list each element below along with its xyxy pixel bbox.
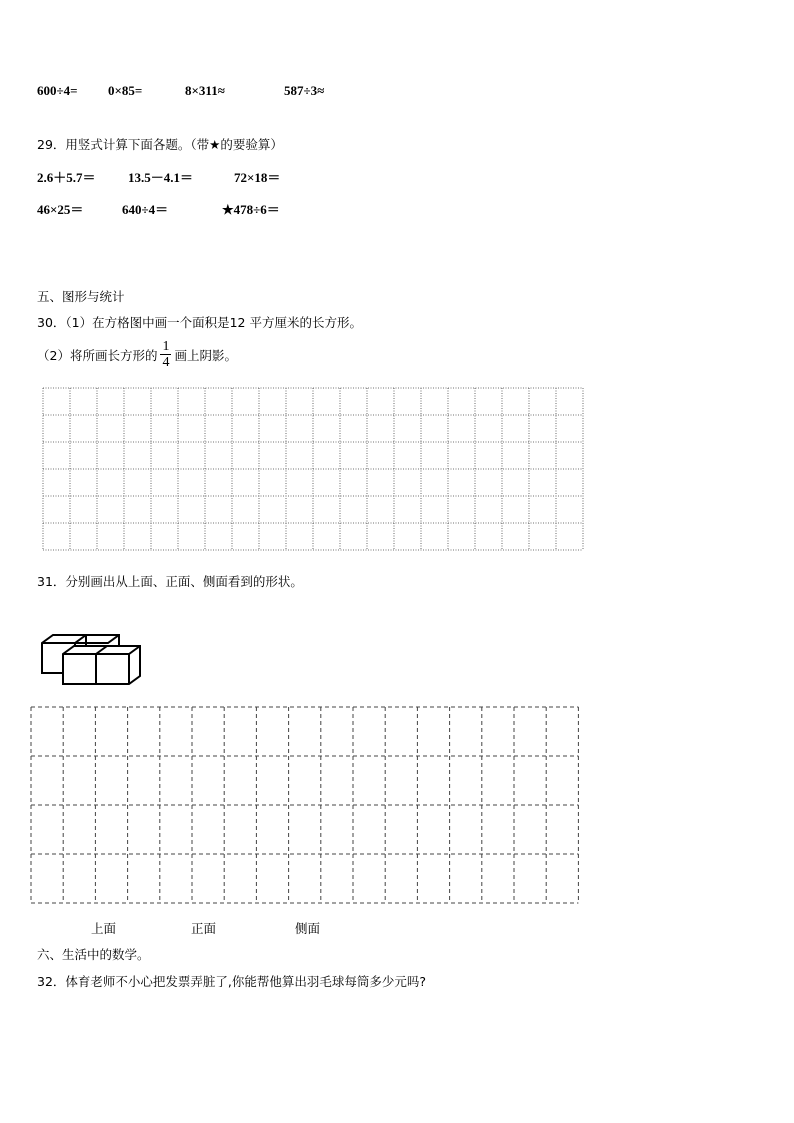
q30-part1: 30．（1）在方格图中画一个面积是12 平方厘米的长方形。: [37, 315, 362, 330]
q30-part2-after: 画上阴影。: [174, 347, 237, 363]
calc-0-times-85: 0×85=: [108, 83, 143, 98]
calc-8-times-311: 8×311≈: [185, 83, 225, 98]
q31-title: 31．分别画出从上面、正面、侧面看到的形状。: [37, 574, 303, 589]
label-side-view: 侧面: [295, 921, 321, 936]
calc-600-div-4: 600÷4=: [37, 83, 78, 98]
label-top-view: 上面: [91, 921, 117, 936]
q29-calc-4: 46×25＝: [37, 202, 84, 217]
q29-calc-2: 13.5－4.1＝: [128, 170, 194, 185]
q29-title: 29．用竖式计算下面各题。（带★的要验算）: [37, 137, 283, 152]
calc-587-div-3: 587÷3≈: [284, 83, 325, 98]
q30-part2-before: （2）将所画长方形的: [37, 347, 158, 363]
q29-calc-1: 2.6＋5.7＝: [37, 170, 96, 185]
q29-calc-5: 640÷4＝: [122, 202, 169, 217]
section-5-heading: 五、图形与统计: [37, 289, 125, 304]
q29-calc-3: 72×18＝: [234, 170, 281, 185]
q29-calc-6: ★478÷6＝: [222, 202, 280, 217]
fraction-numerator: 1: [162, 339, 170, 354]
section-6-heading: 六、生活中的数学。: [37, 947, 150, 962]
q32-text: 32．体育老师不小心把发票弄脏了,你能帮他算出羽毛球每筒多少元吗?: [37, 974, 427, 989]
label-front-view: 正面: [191, 921, 217, 936]
fraction-denominator: 4: [162, 355, 170, 370]
